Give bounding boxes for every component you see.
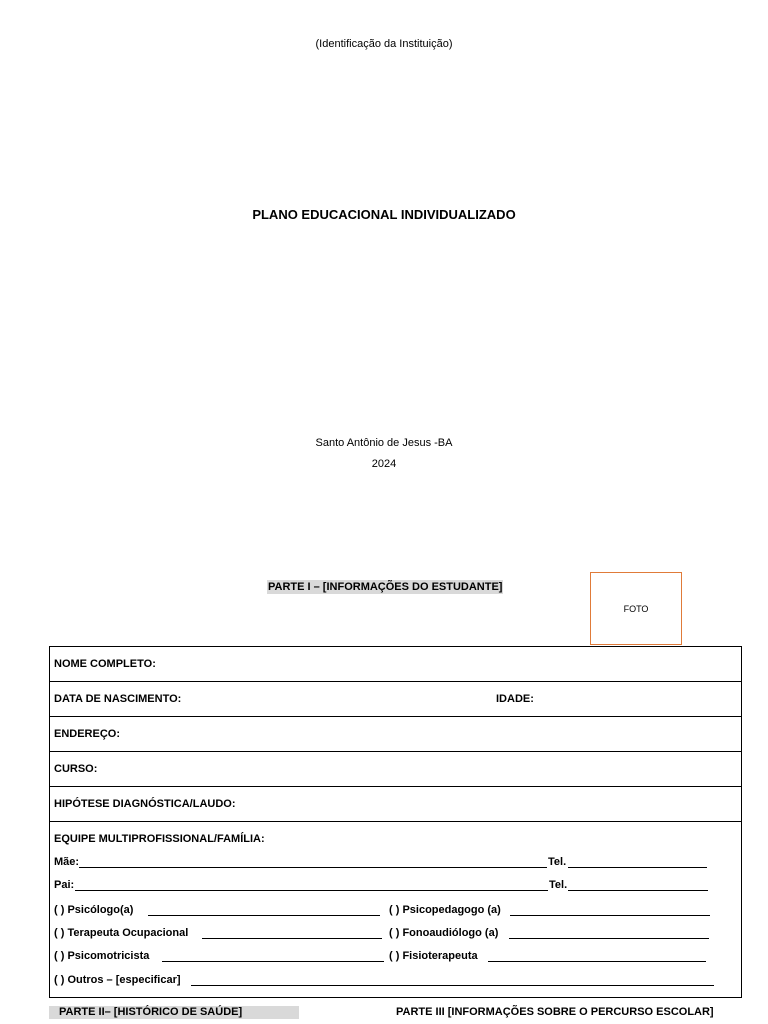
fisioterapeuta-option[interactable]: ( ) Fisioterapeuta bbox=[389, 950, 478, 962]
city-label: Santo Antônio de Jesus -BA bbox=[315, 437, 453, 449]
outros-option[interactable]: ( ) Outros – [especificar] bbox=[54, 974, 181, 986]
part3-heading: PARTE III [INFORMAÇÕES SOBRE O PERCURSO ESCOLAR] bbox=[396, 1006, 714, 1018]
photo-box[interactable] bbox=[590, 572, 682, 645]
fonoaudiologo-option[interactable]: ( ) Fonoaudiólogo (a) bbox=[389, 927, 499, 939]
psicopedagogo-option[interactable]: ( ) Psicopedagogo (a) bbox=[389, 904, 501, 916]
part1-heading: PARTE I – [INFORMAÇÕES DO ESTUDANTE] bbox=[268, 581, 503, 593]
diagnosis-label: HIPÓTESE DIAGNÓSTICA/LAUDO: bbox=[54, 798, 236, 810]
mother-line[interactable] bbox=[79, 867, 547, 868]
address-label: ENDEREÇO: bbox=[54, 728, 121, 740]
document-title: PLANO EDUCACIONAL INDIVIDUALIZADO bbox=[252, 207, 516, 222]
full-name-field[interactable] bbox=[50, 647, 741, 682]
outros-line[interactable] bbox=[191, 985, 714, 986]
address-field[interactable] bbox=[50, 717, 741, 752]
photo-label: FOTO bbox=[623, 603, 649, 614]
fonoaudiologo-line[interactable] bbox=[509, 938, 709, 939]
father-label: Pai: bbox=[54, 879, 75, 891]
age-label: IDADE: bbox=[496, 693, 534, 705]
team-section bbox=[50, 822, 741, 997]
terapeuta-line[interactable] bbox=[202, 938, 382, 939]
psicologo-option[interactable]: ( ) Psicólogo(a) bbox=[54, 904, 134, 916]
full-name-label: NOME COMPLETO: bbox=[54, 658, 156, 670]
part2-heading: PARTE II– [HISTÓRICO DE SAÚDE] bbox=[49, 1006, 299, 1019]
course-field[interactable] bbox=[50, 752, 741, 787]
institution-identification: (Identificação da Instituição) bbox=[315, 38, 453, 50]
team-heading: EQUIPE MULTIPROFISSIONAL/FAMÍLIA: bbox=[54, 833, 265, 845]
mother-label: Mãe: bbox=[54, 856, 80, 868]
birth-date-label: DATA DE NASCIMENTO: bbox=[54, 693, 182, 705]
fisioterapeuta-line[interactable] bbox=[488, 961, 706, 962]
year-label: 2024 bbox=[371, 458, 397, 470]
mother-tel-label: Tel. bbox=[548, 856, 567, 868]
mother-tel-line[interactable] bbox=[568, 867, 707, 868]
psicologo-line[interactable] bbox=[148, 915, 380, 916]
psicomotricista-option[interactable]: ( ) Psicomotricista bbox=[54, 950, 150, 962]
psicomotricista-line[interactable] bbox=[162, 961, 384, 962]
father-tel-label: Tel. bbox=[549, 879, 568, 891]
father-tel-line[interactable] bbox=[568, 890, 708, 891]
birth-date-field[interactable] bbox=[50, 682, 741, 717]
psicopedagogo-line[interactable] bbox=[510, 915, 710, 916]
terapeuta-option[interactable]: ( ) Terapeuta Ocupacional bbox=[54, 927, 189, 939]
student-info-form bbox=[49, 646, 742, 998]
diagnosis-field[interactable] bbox=[50, 787, 741, 822]
course-label: CURSO: bbox=[54, 763, 98, 775]
father-line[interactable] bbox=[75, 890, 548, 891]
